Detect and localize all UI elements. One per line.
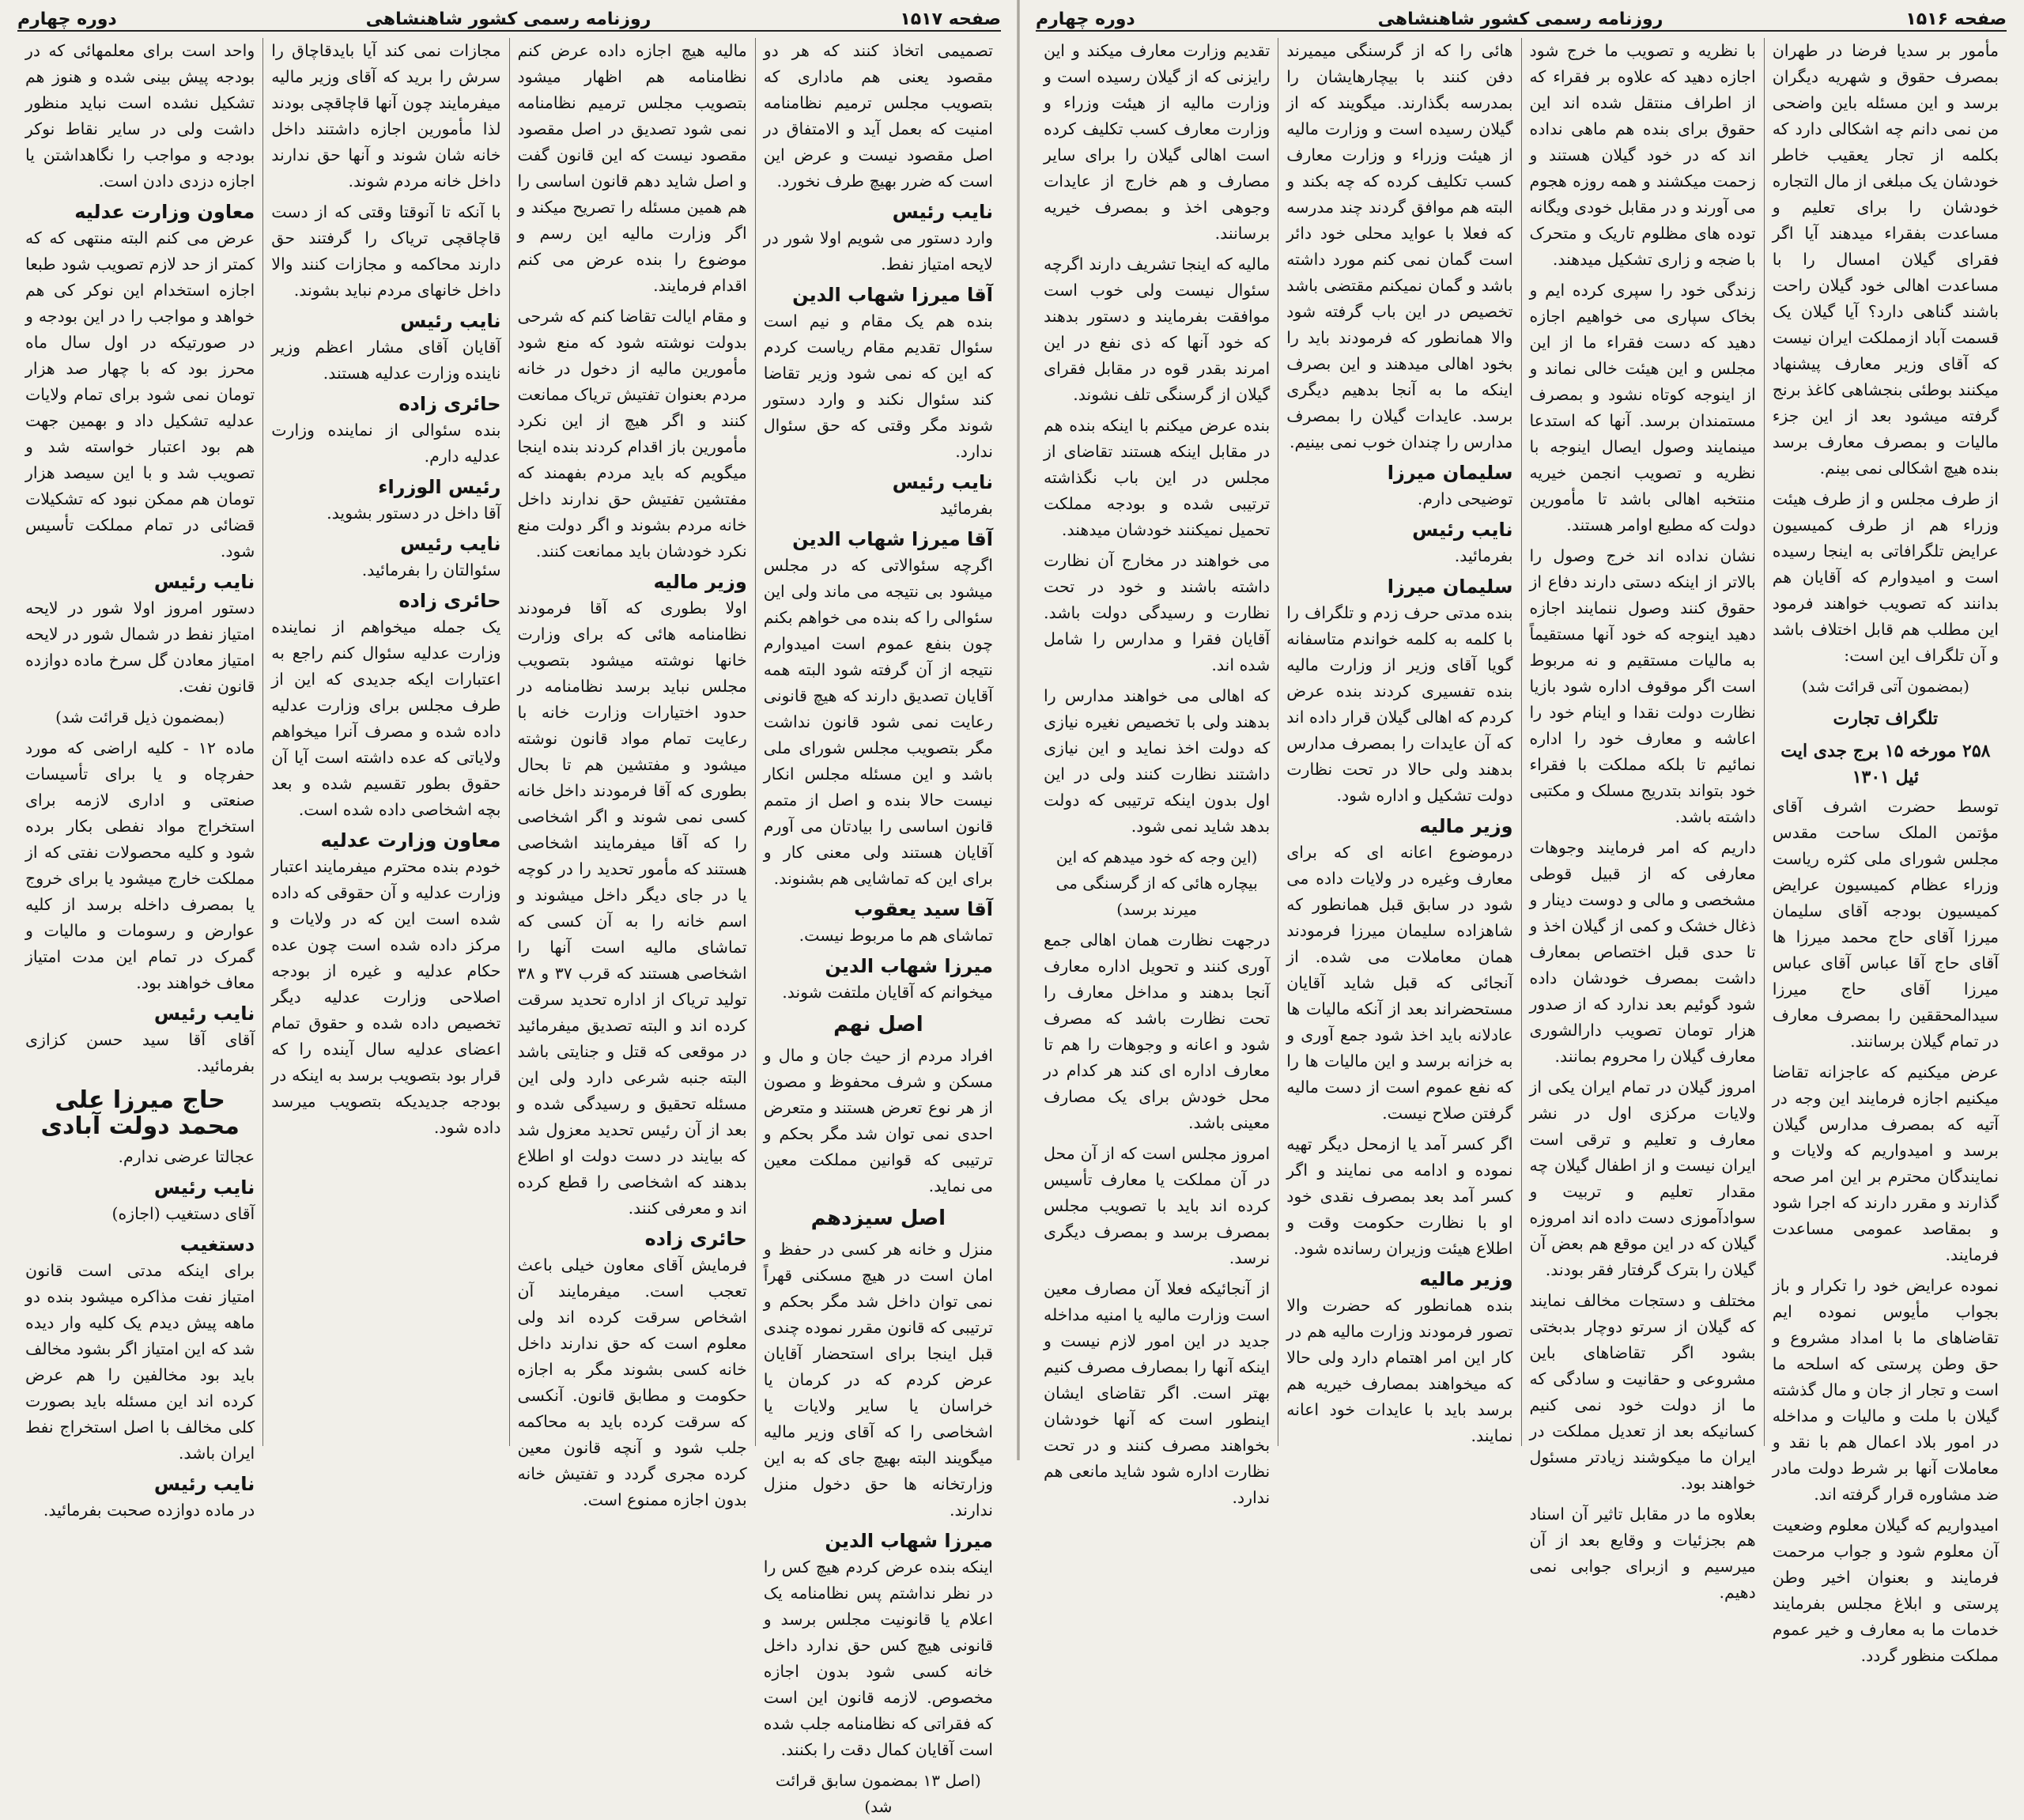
speaker-name: وزیر مالیه bbox=[653, 571, 747, 593]
article-paragraph: که اهالی می خواهند مدارس را بدهند ولی با تخصیص نغیره نیازی که دولت اخذ نماید و این نیازی داشتند نظارت کنند ولی در این اول بدون اینکه ترتیبی که دولت بدهد شاید نمی شود. bbox=[1044, 686, 1271, 836]
article-paragraph: اولا بطوری که آقا فرمودند نظامنامه هائی که برای وزارت خانها نوشته میشود بتصویب مجلس نباید برسد نظامنامه در حدود اختیارات وزارت خانه با رعایت تمام مواد قانون نوشته میشود و مفتشین هم تا بحال بطوری که آقا فرمودند داخل خانه کسی نمی شوند و اگر اشخاصی را که آقا میفرمایند اشخاصی هستند که مأمور تحدید را در کوچه یا در جای دیگر داخل میشوند و اسم خانه را به آن کسی که تماشای مالیه است آنها را اشخاصی هستند که قرب ۳۷ و ۳۸ تولید تریاک از اداره تحدید سرقت کرده اند و البته تصدیق میفرمائید در موقعی که قتل و جنایتی باشد البته جنبه شرعی دارد ولی این مسئله تحقیق و رسیدگی شده و بعد از آن رئیس تحدید معزول شد که بیایند در دست دولت او اطلاع بدهند که اشخاصی را قطع کرده اند و معرفی کنند. bbox=[517, 598, 747, 1218]
article-paragraph: برای اینکه مدتی است قانون امتیاز نفت مذاکره میشود بنده دو ماهه پیش دیدم یک کلیه وار دیده شد که این امتیاز اگر بشود مخالف باید بود مخالفین را هم عرض کرده اند این مسئله باید بصورت کلی مخالف با اصل استخراج نفط ایران باشد. bbox=[25, 1261, 255, 1463]
left-page-paper-title: روزنامه رسمی کشور شاهنشاهی bbox=[365, 9, 651, 29]
right-page bbox=[1018, 0, 2024, 1665]
speaker-name: سلیمان میرزا bbox=[1387, 462, 1513, 484]
article-paragraph: بنده عرض میکنم با اینکه بنده هم در مقابل اینکه هستند تقاضای از مجلس در این باب نگذاشته ترتیبی شده و بودجه مملکت تحمیل نمیکنند خودشان میدهند. bbox=[1044, 416, 1271, 539]
speaker-name: آقا سید یعقوب bbox=[854, 898, 993, 920]
right-page-paper-title: روزنامه رسمی کشور شاهنشاهی bbox=[1377, 9, 1663, 29]
article-paragraph: منزل و خانه هر کسی در حفظ و امان است در هیچ مسکنی قهراً نمی توان داخل شد مگر بحکم و ترتیبی که قانون مقرر نموده چندی قبل اینجا برای استحضار آقایان عرض کردم که در کرمان یا خراسان یا سایر ولایات یا اشخاصی را که آقای وزیر مالیه میگویند البته بهیچ جای که به این وزارتخانه ها حق دخول منزل ندارند. bbox=[763, 1240, 993, 1520]
speaker-name: آقا میرزا شهاب الدین bbox=[792, 528, 993, 550]
left-page-number: صفحه ۱۵۱۷ bbox=[900, 9, 1001, 29]
article-paragraph: اینکه بنده عرض کردم هیچ کس را در نظر نداشتم پس نظامنامه یک اعلام یا قانونیت مجلس برسد و قانونی هیچ کس حق ندارد داخل خانه کسی شود بدون اجازه مخصوص. لازمه قانون این است که فقراتی که نظامنامه جلب شده است آقایان کمال دقت را بکنند. bbox=[763, 1558, 993, 1759]
article-paragraph: فرمایش آقای معاون خیلی باعث تعجب است. میفرمایند آن اشخاص سرقت کرده اند ولی معلوم است که حق ندارند داخل خانه کسی بشوند مگر به اجازه حکومت و مطابق قانون. آنکسی که سرقت کرده باید به محاکمه جلب شود و آنچه قانون معین کرده مجری گردد و تفتیش خانه بدون اجازه ممنوع است. bbox=[517, 1255, 747, 1509]
speaker-name: معاون وزارت عدلیه bbox=[74, 201, 255, 223]
telegram-heading: ۲۵۸ مورخه ۱۵ برج جدی ایت ئیل ۱۳۰۱ bbox=[1780, 741, 1991, 787]
article-paragraph: توضیحی دارم. bbox=[1417, 489, 1513, 508]
article-paragraph: عرض می کنم البته منتهی که که کمتر از حد لازم تصویب شود طبعا اجازه استخدام این نوکر کی هم خواهد و مواجب را در این بودجه و در صورتیکه در اول سال ماه محرز بود که با چهار صد هزار تومان نمی شود برای تمام ولایات عدلیه تشکیل داد و بهمین جهت هم بود اعتبار خواسته شد و تصویب شد و با این سیصد هزار تومان هم ممکن نبود که تشکیلات قضائی در تمام مملکت تأسیس شود. bbox=[25, 228, 255, 561]
article-paragraph: یک جمله میخواهم از نماینده وزارت عدلیه سئوال کنم راجع به اعتبارات ایکه جدیدی که این از طرف مجلس برای وزارت عدلیه داده شده و مصرف آنرا میخواهم ولایاتی که عده داشته است آیا آن حقوق بطور تقسیم شده و بعد بچه اشخاصی داده شده است. bbox=[271, 617, 501, 819]
article-paragraph: توسط حضرت اشرف آقای مؤتمن الملک ساحت مقدس مجلس شورای ملی کثره ریاست وزراء عظام کمیسیون عرایض کمیسیون بودجه آقای سلیمان میرزا آقای حاج محمد میرزا ها آقای حاج آقا عباس آقای عباس میرزا آقای حاج میرزا سیدالمحققین را بمصرف معارف در تمام گیلان برسانند. bbox=[1772, 797, 1999, 1051]
article-paragraph: آقایان آقای مشار اعظم وزیر ناینده وزارت عدلیه هستند. bbox=[271, 338, 501, 383]
speaker-name: نایب رئیس bbox=[400, 310, 501, 332]
article-paragraph: عرض میکنیم که عاجزانه تقاضا میکنیم اجازه فرمایند این وجه در آتیه که بمصرف مدارس گیلان برسد و امیدواریم که ولایات و نمایندگان محترم بر این امر صحه گذارند و مقرر دارند که اجرا شود و بمقاصد عمومی مساعدت فرمایند. bbox=[1772, 1063, 1999, 1264]
article-paragraph: تقدیم وزارت معارف میکند و این رایزنی که از گیلان رسیده است و وزارت مالیه از هیئت وزراء و وزارت معارف کسب تکلیف کرده است اهالی گیلان را برای سایر مصارف و هم خارج از عایدات وجوهی اخذ و بمصرف خیریه برسانند. bbox=[1044, 41, 1271, 243]
article-paragraph: آقای آقا سید حسن کزازی بفرمائید. bbox=[25, 1030, 255, 1075]
speaker-name: نایب رئیس bbox=[153, 571, 255, 593]
article-paragraph: نموده عرایض خود را تکرار و باز بجواب مأیوس نموده ایم تقاضاهای ما با امداد مشروع و حق وطن پرستی که اسلحه ما است و تجار از جان و مال گذشته گیلان با ملت و مالیات و مداخله در امور بلاد اعمال هم با نقد و معاملات آنها بر شرط دولت مادر ضد مشاوره قرار گرفته اند. bbox=[1772, 1276, 1999, 1504]
article-paragraph: دستور امروز اولا شور در لایحه امتیاز نفط در شمال شور در لایحه امتیاز معادن گل سرخ ماده دوازده قانون نفت. bbox=[25, 598, 255, 696]
article-paragraph: آقا داخل در دستور بشوید. bbox=[327, 504, 501, 523]
article-paragraph: عجالتا عرضی ندارم. bbox=[118, 1147, 255, 1166]
right-page-term: دوره چهارم bbox=[1036, 9, 1135, 29]
reading-note: (بمضمون آتی قرائت شد) bbox=[1801, 677, 1969, 696]
article-paragraph: مالیه که اینجا تشریف دارند اگرچه سئوال نیست ولی خوب است موافقت بفرمایند و دستور بدهند که خود آنها که ذی نفع در این امرند بقدر قوه در مقابل فقرای گیلان از گرسنگی تلف نشوند. bbox=[1044, 255, 1271, 404]
article-paragraph: تصمیمی اتخاذ کنند که هر دو مقصود یعنی هم ماداری که بتصویب مجلس ترمیم نظامنامه امنیت که بعمل آید و الامتفاق در اصل مقصود نیست و عرض این است که ضرر بهیچ طرف نخورد. bbox=[763, 41, 993, 191]
article-paragraph: بفرمائید. bbox=[1454, 546, 1513, 565]
speaker-name: آقا میرزا شهاب الدین bbox=[792, 284, 993, 306]
article-paragraph: واحد است برای معلمهائی که در بودجه پیش بینی شده و هنوز هم تشکیل نشده است نباید منظور داشت ولی در سایر نقاط نوکر بودجه و مواجب را نگاهداشتن یا اجازه دزدی دادن است. bbox=[25, 41, 255, 191]
right-page-column bbox=[1521, 38, 1764, 1602]
telegram-heading: تلگراف تجارت bbox=[1833, 708, 1939, 729]
article-paragraph: مالیه هیچ اجازه داده عرض کنم نظامنامه هم اظهار میشود بتصویب مجلس ترمیم نظامنامه نمی شود تصدیق در اصل مقصود مقصود نیست که این قانون گفت و اصل شاید دهم قانون اساسی را هم همین مسئله را تصریح میکند و اگر وزارت مالیه این رسم و موضوع را بنده عرض می کنم اقدام فرمایند. bbox=[517, 41, 747, 295]
left-page-header bbox=[17, 8, 1001, 32]
left-page-column bbox=[262, 38, 508, 1446]
article-paragraph: از طرف مجلس و از طرف هیئت وزراء هم از طرف کمیسیون عرایض تلگرافاتی به اینجا رسیده است و امیدوارم که آقایان هم بدانند که تصویب خواهند فرمود این مطلب هم قابل اختلاف باشد و آن تلگراف این است: bbox=[1772, 489, 1999, 665]
speaker-name: نایب رئیس bbox=[153, 1003, 255, 1025]
right-page-columns bbox=[1036, 38, 2007, 1665]
speaker-name: رئیس الوزراء bbox=[378, 476, 501, 498]
article-paragraph: آقای دستغیب (اجازه) bbox=[111, 1204, 255, 1223]
speaker-name: حائری زاده bbox=[398, 590, 501, 612]
right-page-number: صفحه ۱۵۱۶ bbox=[1905, 9, 2007, 29]
section-heading: اصل سیزدهم bbox=[810, 1206, 946, 1230]
article-paragraph: بنده سئوالی از نماینده وزارت عدلیه دارم. bbox=[271, 421, 501, 466]
article-paragraph: زندگی خود را سپری کرده ایم و بخاک سپاری می خواهیم اجازه دهید که دست فقراء ما از این مجلس و این هیئت خالی نماند و از اینوجه کوتاه نشود و بمصرف مستمندان برسد. آنها که استدعا مینمایند وصول ایصال اینوجه با نظریه و تصویب انجمن خیریه منتخبه اهالی باشد تا مأمورین دولت که مطیع اوامر هستند. bbox=[1529, 281, 1756, 534]
right-page-column bbox=[1036, 38, 1278, 1507]
speaker-name: نایب رئیس bbox=[400, 533, 501, 555]
article-paragraph: درجهت نظارت همان اهالی جمع آوری کنند و تحویل اداره معارف آنجا بدهند و مداخل معارف را تحت نظارت باشد که مصرف شود و اعانه و وجوهات را هم تا معارف اداره ای کند هر کدام در محل خودش برای یک مصارف معینی باشد. bbox=[1044, 931, 1271, 1132]
article-paragraph: داریم که امر فرمایند وجوهات معارفی که از قبیل قوطی مشخصی و مالی و دوست دینار و ذغال خشک و کمی از گیلان اخذ و تا حدی قبل اختصاص بمعارف داشت بمصرف خودشان داده شود گوئیم بعد ندارد که از صدور هزار تومان تصویب دارالشوری معارف گیلان را محروم بمانند. bbox=[1529, 838, 1756, 1066]
article-paragraph: تماشای هم ما مربوط نیست. bbox=[799, 926, 993, 945]
article-paragraph: درموضوع اعانه ای که برای معارف وغیره در ولایات داده می شود در سابق قبل همانطور که شاهزاده سلیمان میرزا فرمودند همان معاملات می شده. از آنجائی که قبل شاید آقایان مستحضراند بعد از آنکه مالیات ها عادلانه باید اخذ شود جمع آوری و به خزانه برسد و این مالیات ها را که نفع عموم است از دست مالیه گرفتن صلاح نیست. bbox=[1286, 843, 1513, 1123]
right-page-header bbox=[1036, 8, 2007, 32]
article-paragraph: اگر کسر آمد یا ازمحل دیگر تهیه نموده و ادامه می نمایند و اگر کسر آمد بعد بمصرف نقدی خود او با نظارت حکومت وقت و اطلاع هیئت وزیران رسانده شود. bbox=[1286, 1135, 1513, 1258]
right-page-column bbox=[1764, 38, 2007, 1665]
article-paragraph: امروز مجلس است که از آن محل در آن مملکت یا معارف تأسیس کرده اند باید با تصویب مجلس بمصرف برسد و بمصرف دیگری نرسد. bbox=[1044, 1144, 1271, 1267]
left-page-column bbox=[17, 38, 262, 1520]
article-paragraph: از آنجائیکه فعلا آن مصارف معین است وزارت مالیه یا امنیه مداخله جدید در این امور لازم نیست و اینکه آنها را بمصارف مصرف کنیم بهتر است. اگر تقاضای ایشان اینطور است که آنها خودشان بخواهند مصرف کنند و در تحت نظارت اداره شود شاید مانعی هم ندارد. bbox=[1044, 1279, 1271, 1507]
article-paragraph: امروز گیلان در تمام ایران یکی از ولایات مرکزی اول در نشر معارف و تعلیم و ترقی است ایران نیست و از اطفال گیلان چه مقدار تعلیم و تربیت و سوادآموزی دست داده اند امروزه گیلان که در این موقع هم بعض آن گیلان را بترک گرفتار فقر بودند. bbox=[1529, 1078, 1756, 1279]
article-paragraph: سئوالتان را بفرمائید. bbox=[361, 561, 501, 580]
article-paragraph: وارد دستور می شویم اولا شور در لایحه امتیاز نفط. bbox=[763, 228, 993, 274]
speaker-name: سلیمان میرزا bbox=[1387, 576, 1513, 598]
speaker-name: نایب رئیس bbox=[892, 201, 993, 223]
speaker-name-large: حاج میرزا علی محمد دولت آبادی bbox=[40, 1086, 240, 1140]
speaker-name: نایب رئیس bbox=[153, 1473, 255, 1495]
speaker-name: دستغیب bbox=[179, 1233, 255, 1255]
reading-note: (بمضمون ذیل قرائت شد) bbox=[55, 708, 225, 727]
article-paragraph: مجازات نمی کند آیا بایدقاچاق را سرش را برید که آقای وزیر مالیه میفرمایند چون آنها قاچاقچی بودند لذا مأمورین اجازه داشتند داخل خانه شان شوند و آنها حق ندارند داخل خانه مردم شوند. bbox=[271, 41, 501, 191]
article-paragraph: میخوانم که آقایان ملتفت شوند. bbox=[782, 983, 993, 1002]
speaker-name: نایب رئیس bbox=[1412, 519, 1513, 541]
article-paragraph: نشان نداده اند خرج وصول را بالاتر از اینکه دستی دارند دفاع از حقوق کنند وصول ننمایند اجازه دهید اینوجه که خود آنها مستقیماً به مالیات مستقیم و نه مربوط است اگر موقوف اداره شود بازیا نظارت دولت نقدا و اینام خود را اعاشه و معارف خود را اداره نمائیم تا بلکه مملکت با فقراء خود بتواند بتدریج مسلک و مکتبی داشته باشد. bbox=[1529, 546, 1756, 826]
speaker-name: نایب رئیس bbox=[892, 471, 993, 493]
article-paragraph: با نظریه و تصویب ما خرج شود اجازه دهید که علاوه بر فقراء که از اطراف منتقل شده اند این حقوق برای بنده هم ماهی نداده اند که در خود گیلان هستند و زحمت میکشند و همه روزه هجوم می آورند و در مقابل خودی ویگانه توده های مظلوم تاریک و متحرک با ضجه و زاری تشکیل میدهند. bbox=[1529, 41, 1756, 269]
speaker-name: وزیر مالیه bbox=[1419, 815, 1513, 837]
article-paragraph: می خواهند در مخارج آن نظارت داشته باشند و خود در تحت نظارت و رسیدگی دولت باشد. آقایان فقرا و مدارس را شامل شده اند. bbox=[1044, 551, 1271, 674]
article-paragraph: اگرچه سئوالاتی که در مجلس میشود بی نتیجه می ماند ولی این سئوالی را که بنده می خواهم بکنم چون بنفع عموم است امیدوارم نتیجه از آن گرفته شود البته همه آقایان تصدیق دارند که هیچ قانونی رعایت نمی شود قانون نداشت مگر بتصویب مجلس شورای ملی باشد و این مسئله مجلس انکار نیست حالا بنده و اصل از متمم قانون اساسی را بیادتان می آورم آقایان هستند ولی معنی کار و برای این که تماشایی هم بشنوند. bbox=[763, 556, 993, 888]
article-paragraph: مختلف و دستجات مخالف نمایند که گیلان از سرتو دوچار بدبختی بشود اگر تقاضاهای باین مشروعی و حقانیت و سادگی که ما از دولت خود نمی کنیم کسانیکه بعد از تعدیل مملکت در ایران ما میکوشند زیادتر مسئول خواهند بود. bbox=[1529, 1291, 1756, 1493]
left-page-term: دوره چهارم bbox=[17, 9, 117, 29]
article-paragraph: خودم بنده محترم میفرمایند اعتبار وزارت عدلیه و آن حقوقی که داده شده است این که در ولایات و مرکز داده شده است چون عده حکام عدلیه و غیره از بودجه اصلاحی وزارت عدلیه دیگر تخصیص داده شده و حقوق تمام اعضای عدلیه سال آینده را که قرار بود بتصویب برسد به اینکه در بودجه جدیدیکه بتصویب میرسد داده شود. bbox=[271, 857, 501, 1137]
left-page-column bbox=[755, 38, 1001, 1816]
article-paragraph: بنده همانطور که حضرت والا تصور فرمودند وزارت مالیه هم در کار این امر اهتمام دارد ولی حالا که میخواهند بمصارف خیریه هم برسد باید با عایدات خود اعانه نمایند. bbox=[1286, 1296, 1513, 1445]
speaker-name: میرزا شهاب الدین bbox=[825, 955, 993, 977]
article-paragraph: مأمور بر سدیا فرضا در طهران بمصرف حقوق و شهریه دیگران برسد و این مسئله باین واضحی من نمی دانم چه اشکالی دارد که بکلمه از تجار یعقیب خاطر خودشان یک مبلغی از مال التجاره خودشان را برای تعلیم و مساعدت بفقراء میدهند آیا اگر فقرای گیلان امسال را با مساعدت اهالی خود گیلان راحت باشند گناهی دارد؟ آیا گیلان یک قسمت آباد ازمملکت ایران نیست که آقای وزیر معارف پیشنهاد میکنند بوطئی بنجشاهی کاغذ برنج گرفته میشود بعد از این جزء مالیات و بمصرف معارف برسد بنده هیچ اشکالی نمی بینم. bbox=[1772, 41, 1999, 478]
article-paragraph: در ماده دوازده صحبت بفرمائید. bbox=[43, 1501, 255, 1520]
article-paragraph: هائی را که از گرسنگی میمیرند دفن کنند با بیچارهایشان را بمدرسه بگذارند. میگویند که از گیلان رسیده است و وزارت مالیه از هیئت وزراء و وزارت معارف کسب تکلیف کرده که چه بکند و البته هم موافق گردند چند مدرسه که فعلا با عواید محلی خود دائر است گمان نمی کنم مورد داشته باشد و گمان نمیکنم مقتضی باشد تخصیص در این باب گرفته شود والا همانطور که فرمودند باید را بخود اهالی میدهند و این بصرف اینکه ما به آنجا بدهیم دیگری برسد. عایدات گیلان را بمصرف مدارس را چندان خوب نمی بینیم. bbox=[1286, 41, 1513, 451]
speaker-name: نایب رئیس bbox=[153, 1176, 255, 1199]
speaker-name: وزیر مالیه bbox=[1419, 1268, 1513, 1290]
article-paragraph: بفرمائید bbox=[939, 499, 993, 518]
speaker-name: حائری زاده bbox=[644, 1228, 747, 1250]
article-paragraph: بنده مدتی حرف زدم و تلگراف را با کلمه به کلمه خواندم متاسفانه گویا آقای وزیر از وزارت مالیه بنده تفسیری کردند بنده عرض کردم که اهالی گیلان قرار داده اند که آن عایدات را بمصرف مدارس بدهند ولی حالا در تحت نظارت دولت تشکیل و اداره شود. bbox=[1286, 603, 1513, 805]
left-page-column bbox=[509, 38, 755, 1509]
reading-note: (اصل ۱۳ بمضمون سابق قرائت شد) bbox=[775, 1771, 981, 1816]
speaker-name: حائری زاده bbox=[398, 393, 501, 415]
article-paragraph: بعلاوه ما در مقابل تاثیر آن اسناد هم بجزئیات و وقایع بعد از آن میرسیم و ازبرای جوابی نمی دهیم. bbox=[1529, 1505, 1756, 1602]
article-paragraph: ماده ۱۲ - کلیه اراضی که مورد حفرچاه و یا برای تأسیسات صنعتی و اداری لازمه برای استخراج مواد نفطی بکار برده شود و کلیه محصولات نفتی که از مملکت خارج میشود یا برای خروج یا بمصرف داخله برسد از کلیه عوارض و رسومات و مالیات و گمرک در تمام این مدت امتیاز معاف خواهند بود. bbox=[25, 738, 255, 992]
speaker-name: معاون وزارت عدلیه bbox=[320, 829, 501, 851]
right-page-column bbox=[1278, 38, 1520, 1446]
article-paragraph: با آنکه تا آنوقتا وقتی که از دست قاچاقچی تریاک را گرفتند حق دارند محاکمه و مجازات کنند والا داخل خانهای مردم نباید بشوند. bbox=[271, 202, 501, 300]
speaker-name: میرزا شهاب الدین bbox=[825, 1530, 993, 1552]
article-paragraph: افراد مردم از حیث جان و مال و مسکن و شرف محفوظ و مصون از هر نوع تعرض هستند و متعرض احدی نمی توان شد مگر بحکم و ترتیبی که قوانین مملکت معین می نماید. bbox=[763, 1046, 993, 1195]
reading-note: (این وجه که خود میدهم که این بیچاره هائی که از گرسنگی می میرند برسد) bbox=[1055, 848, 1258, 919]
article-paragraph: امیدواریم که گیلان معلوم وضعیت آن معلوم شود و جواب مرحمت فرمایند و بعنوان اخیر وطن پرستی و ابلاغ مجلس بفرمایند خدمات ما به معارف و خیر عموم مملکت منظور گردد. bbox=[1772, 1516, 1999, 1665]
left-page-columns bbox=[17, 38, 1001, 1816]
section-heading: اصل نهم bbox=[833, 1013, 923, 1036]
article-paragraph: بنده هم یک مقام و نیم است سئوال تقدیم مقام ریاست کردم که این که نمی شود وزیر تقاضا کند سئوال نکند و وارد دستور شوند مگر وقتی که حق سئوال ندارد. bbox=[763, 312, 993, 461]
article-paragraph: و مقام ایالت تقاضا کنم که شرحی بدولت نوشته شود که منع شود مأمورین مالیه از دخول در خانه مردم بعنوان تفتیش تریاک ممانعت کنند و اگر هیچ از این نکرد مأمورین باز اقدام کردند بنده اینجا میگویم که باید مردم بفهمند که مفتشین تفتیش حق ندارند داخل خانه مردم بشوند و اگر دولت منع نکرد خودشان باید ممانعت کنند. bbox=[517, 307, 747, 561]
